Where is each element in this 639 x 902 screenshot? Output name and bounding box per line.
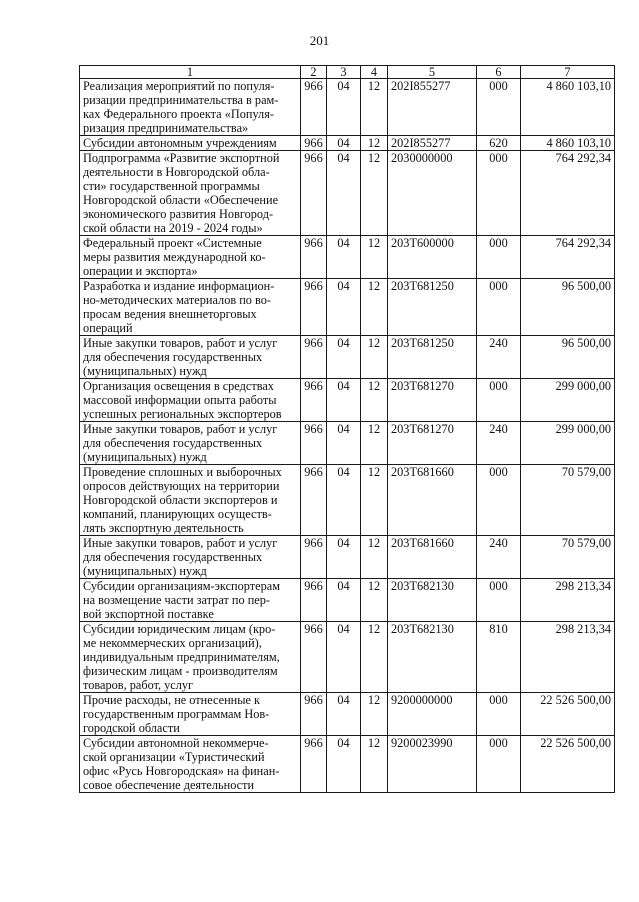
ministry-code-cell: 966 — [301, 236, 327, 279]
section-code-cell: 04 — [327, 79, 361, 136]
ministry-code-cell: 966 — [301, 693, 327, 736]
subsection-code-cell: 12 — [361, 536, 388, 579]
target-article-cell: 202I855277 — [388, 79, 477, 136]
ministry-code-cell: 966 — [301, 465, 327, 536]
amount-cell: 298 213,34 — [521, 622, 615, 693]
subsection-code-cell: 12 — [361, 693, 388, 736]
amount-cell: 96 500,00 — [521, 279, 615, 336]
page-number: 201 — [309, 33, 330, 48]
row-name-cell: Прочие расходы, не отнесенные к государственным программам Нов- городской области — [80, 693, 301, 736]
table-row — [80, 465, 615, 536]
target-article-cell: 203T681250 — [388, 336, 477, 379]
ministry-code-cell: 966 — [301, 336, 327, 379]
table-row — [80, 151, 615, 236]
subsection-code-cell: 12 — [361, 136, 388, 151]
amount-cell: 22 526 500,00 — [521, 736, 615, 793]
amount-cell: 96 500,00 — [521, 336, 615, 379]
target-article-cell: 2030000000 — [388, 151, 477, 236]
amount-cell: 4 860 103,10 — [521, 79, 615, 136]
table-row — [80, 279, 615, 336]
table-row — [80, 536, 615, 579]
row-name-cell: Субсидии автономным учреждениям — [80, 136, 301, 151]
target-article-cell: 9200023990 — [388, 736, 477, 793]
expense-type-cell: 000 — [477, 151, 521, 236]
expense-type-cell: 000 — [477, 465, 521, 536]
section-code-cell: 04 — [327, 693, 361, 736]
subsection-code-cell: 12 — [361, 622, 388, 693]
table-row — [80, 379, 615, 422]
row-name-cell: Подпрограмма «Развитие экспортной деятельности в Новгородской обла- сти» государственной программы Новгородской области «Обеспечение экономического развития Новгород- ской области на 2019 - 2024 годы» — [80, 151, 301, 236]
column-header: 2 — [301, 66, 327, 79]
section-code-cell: 04 — [327, 622, 361, 693]
subsection-code-cell: 12 — [361, 736, 388, 793]
column-header: 6 — [477, 66, 521, 79]
section-code-cell: 04 — [327, 465, 361, 536]
row-name-cell: Иные закупки товаров, работ и услуг для обеспечения государственных (муниципальных) нужд — [80, 536, 301, 579]
target-article-cell: 203T681250 — [388, 279, 477, 336]
subsection-code-cell: 12 — [361, 336, 388, 379]
expense-type-cell: 000 — [477, 579, 521, 622]
column-header: 1 — [80, 66, 301, 79]
amount-cell: 70 579,00 — [521, 536, 615, 579]
target-article-cell: 202I855277 — [388, 136, 477, 151]
section-code-cell: 04 — [327, 579, 361, 622]
section-code-cell: 04 — [327, 336, 361, 379]
table-row — [80, 693, 615, 736]
target-article-cell: 203T681270 — [388, 379, 477, 422]
expense-type-cell: 240 — [477, 422, 521, 465]
ministry-code-cell: 966 — [301, 622, 327, 693]
expense-type-cell: 000 — [477, 79, 521, 136]
row-name-cell: Федеральный проект «Системные меры развития международной ко- операции и экспорта» — [80, 236, 301, 279]
ministry-code-cell: 966 — [301, 151, 327, 236]
column-header: 7 — [521, 66, 615, 79]
expense-type-cell: 000 — [477, 379, 521, 422]
column-header: 4 — [361, 66, 388, 79]
section-code-cell: 04 — [327, 736, 361, 793]
subsection-code-cell: 12 — [361, 465, 388, 536]
section-code-cell: 04 — [327, 236, 361, 279]
target-article-cell: 203T681660 — [388, 536, 477, 579]
expense-type-cell: 810 — [477, 622, 521, 693]
section-code-cell: 04 — [327, 422, 361, 465]
amount-cell: 298 213,34 — [521, 579, 615, 622]
table-row — [80, 79, 615, 136]
column-header: 5 — [388, 66, 477, 79]
ministry-code-cell: 966 — [301, 422, 327, 465]
amount-cell: 299 000,00 — [521, 379, 615, 422]
ministry-code-cell: 966 — [301, 379, 327, 422]
expense-type-cell: 240 — [477, 536, 521, 579]
target-article-cell: 203T682130 — [388, 622, 477, 693]
expense-type-cell: 240 — [477, 336, 521, 379]
row-name-cell: Организация освещения в средствах массовой информации опыта работы успешных региональных экспортеров — [80, 379, 301, 422]
subsection-code-cell: 12 — [361, 236, 388, 279]
table-row — [80, 136, 615, 151]
table-row — [80, 736, 615, 793]
amount-cell: 22 526 500,00 — [521, 693, 615, 736]
table-row — [80, 336, 615, 379]
subsection-code-cell: 12 — [361, 151, 388, 236]
subsection-code-cell: 12 — [361, 422, 388, 465]
target-article-cell: 203T600000 — [388, 236, 477, 279]
subsection-code-cell: 12 — [361, 79, 388, 136]
row-name-cell: Иные закупки товаров, работ и услуг для обеспечения государственных (муниципальных) нужд — [80, 336, 301, 379]
amount-cell: 299 000,00 — [521, 422, 615, 465]
row-name-cell: Субсидии юридическим лицам (кро- ме некоммерческих организаций), индивидуальным предпринимателям, физическим лицам - производителям товаров, работ, услуг — [80, 622, 301, 693]
expense-type-cell: 620 — [477, 136, 521, 151]
budget-table — [79, 65, 615, 793]
target-article-cell: 203T682130 — [388, 579, 477, 622]
row-name-cell: Субсидии организациям-экспортерам на возмещение части затрат по пер- вой экспортной поставке — [80, 579, 301, 622]
amount-cell: 70 579,00 — [521, 465, 615, 536]
amount-cell: 4 860 103,10 — [521, 136, 615, 151]
target-article-cell: 9200000000 — [388, 693, 477, 736]
ministry-code-cell: 966 — [301, 736, 327, 793]
subsection-code-cell: 12 — [361, 579, 388, 622]
section-code-cell: 04 — [327, 136, 361, 151]
subsection-code-cell: 12 — [361, 279, 388, 336]
table-row — [80, 622, 615, 693]
expense-type-cell: 000 — [477, 693, 521, 736]
table-row — [80, 579, 615, 622]
target-article-cell: 203T681660 — [388, 465, 477, 536]
section-code-cell: 04 — [327, 379, 361, 422]
column-number-row — [80, 66, 615, 79]
expense-type-cell: 000 — [477, 736, 521, 793]
ministry-code-cell: 966 — [301, 536, 327, 579]
ministry-code-cell: 966 — [301, 579, 327, 622]
ministry-code-cell: 966 — [301, 136, 327, 151]
amount-cell: 764 292,34 — [521, 236, 615, 279]
expense-type-cell: 000 — [477, 279, 521, 336]
column-header: 3 — [327, 66, 361, 79]
table-row — [80, 236, 615, 279]
expense-type-cell: 000 — [477, 236, 521, 279]
amount-cell: 764 292,34 — [521, 151, 615, 236]
section-code-cell: 04 — [327, 151, 361, 236]
row-name-cell: Иные закупки товаров, работ и услуг для обеспечения государственных (муниципальных) нужд — [80, 422, 301, 465]
ministry-code-cell: 966 — [301, 79, 327, 136]
section-code-cell: 04 — [327, 536, 361, 579]
row-name-cell: Проведение сплошных и выборочных опросов действующих на территории Новгородской области экспортеров и компаний, планирующих осуществ- лять экспортную деятельность — [80, 465, 301, 536]
row-name-cell: Разработка и издание информацион- но-методических материалов по во- просам ведения внешнеторговых операций — [80, 279, 301, 336]
subsection-code-cell: 12 — [361, 379, 388, 422]
table-row — [80, 422, 615, 465]
row-name-cell: Реализация мероприятий по популя- ризации предпринимательства в рам- ках Федерального проекта «Популя- ризация предпринимательства» — [80, 79, 301, 136]
section-code-cell: 04 — [327, 279, 361, 336]
ministry-code-cell: 966 — [301, 279, 327, 336]
row-name-cell: Субсидии автономной некоммерче- ской организации «Туристический офис «Русь Новгородская» на финан- совое обеспечение деятельности — [80, 736, 301, 793]
target-article-cell: 203T681270 — [388, 422, 477, 465]
